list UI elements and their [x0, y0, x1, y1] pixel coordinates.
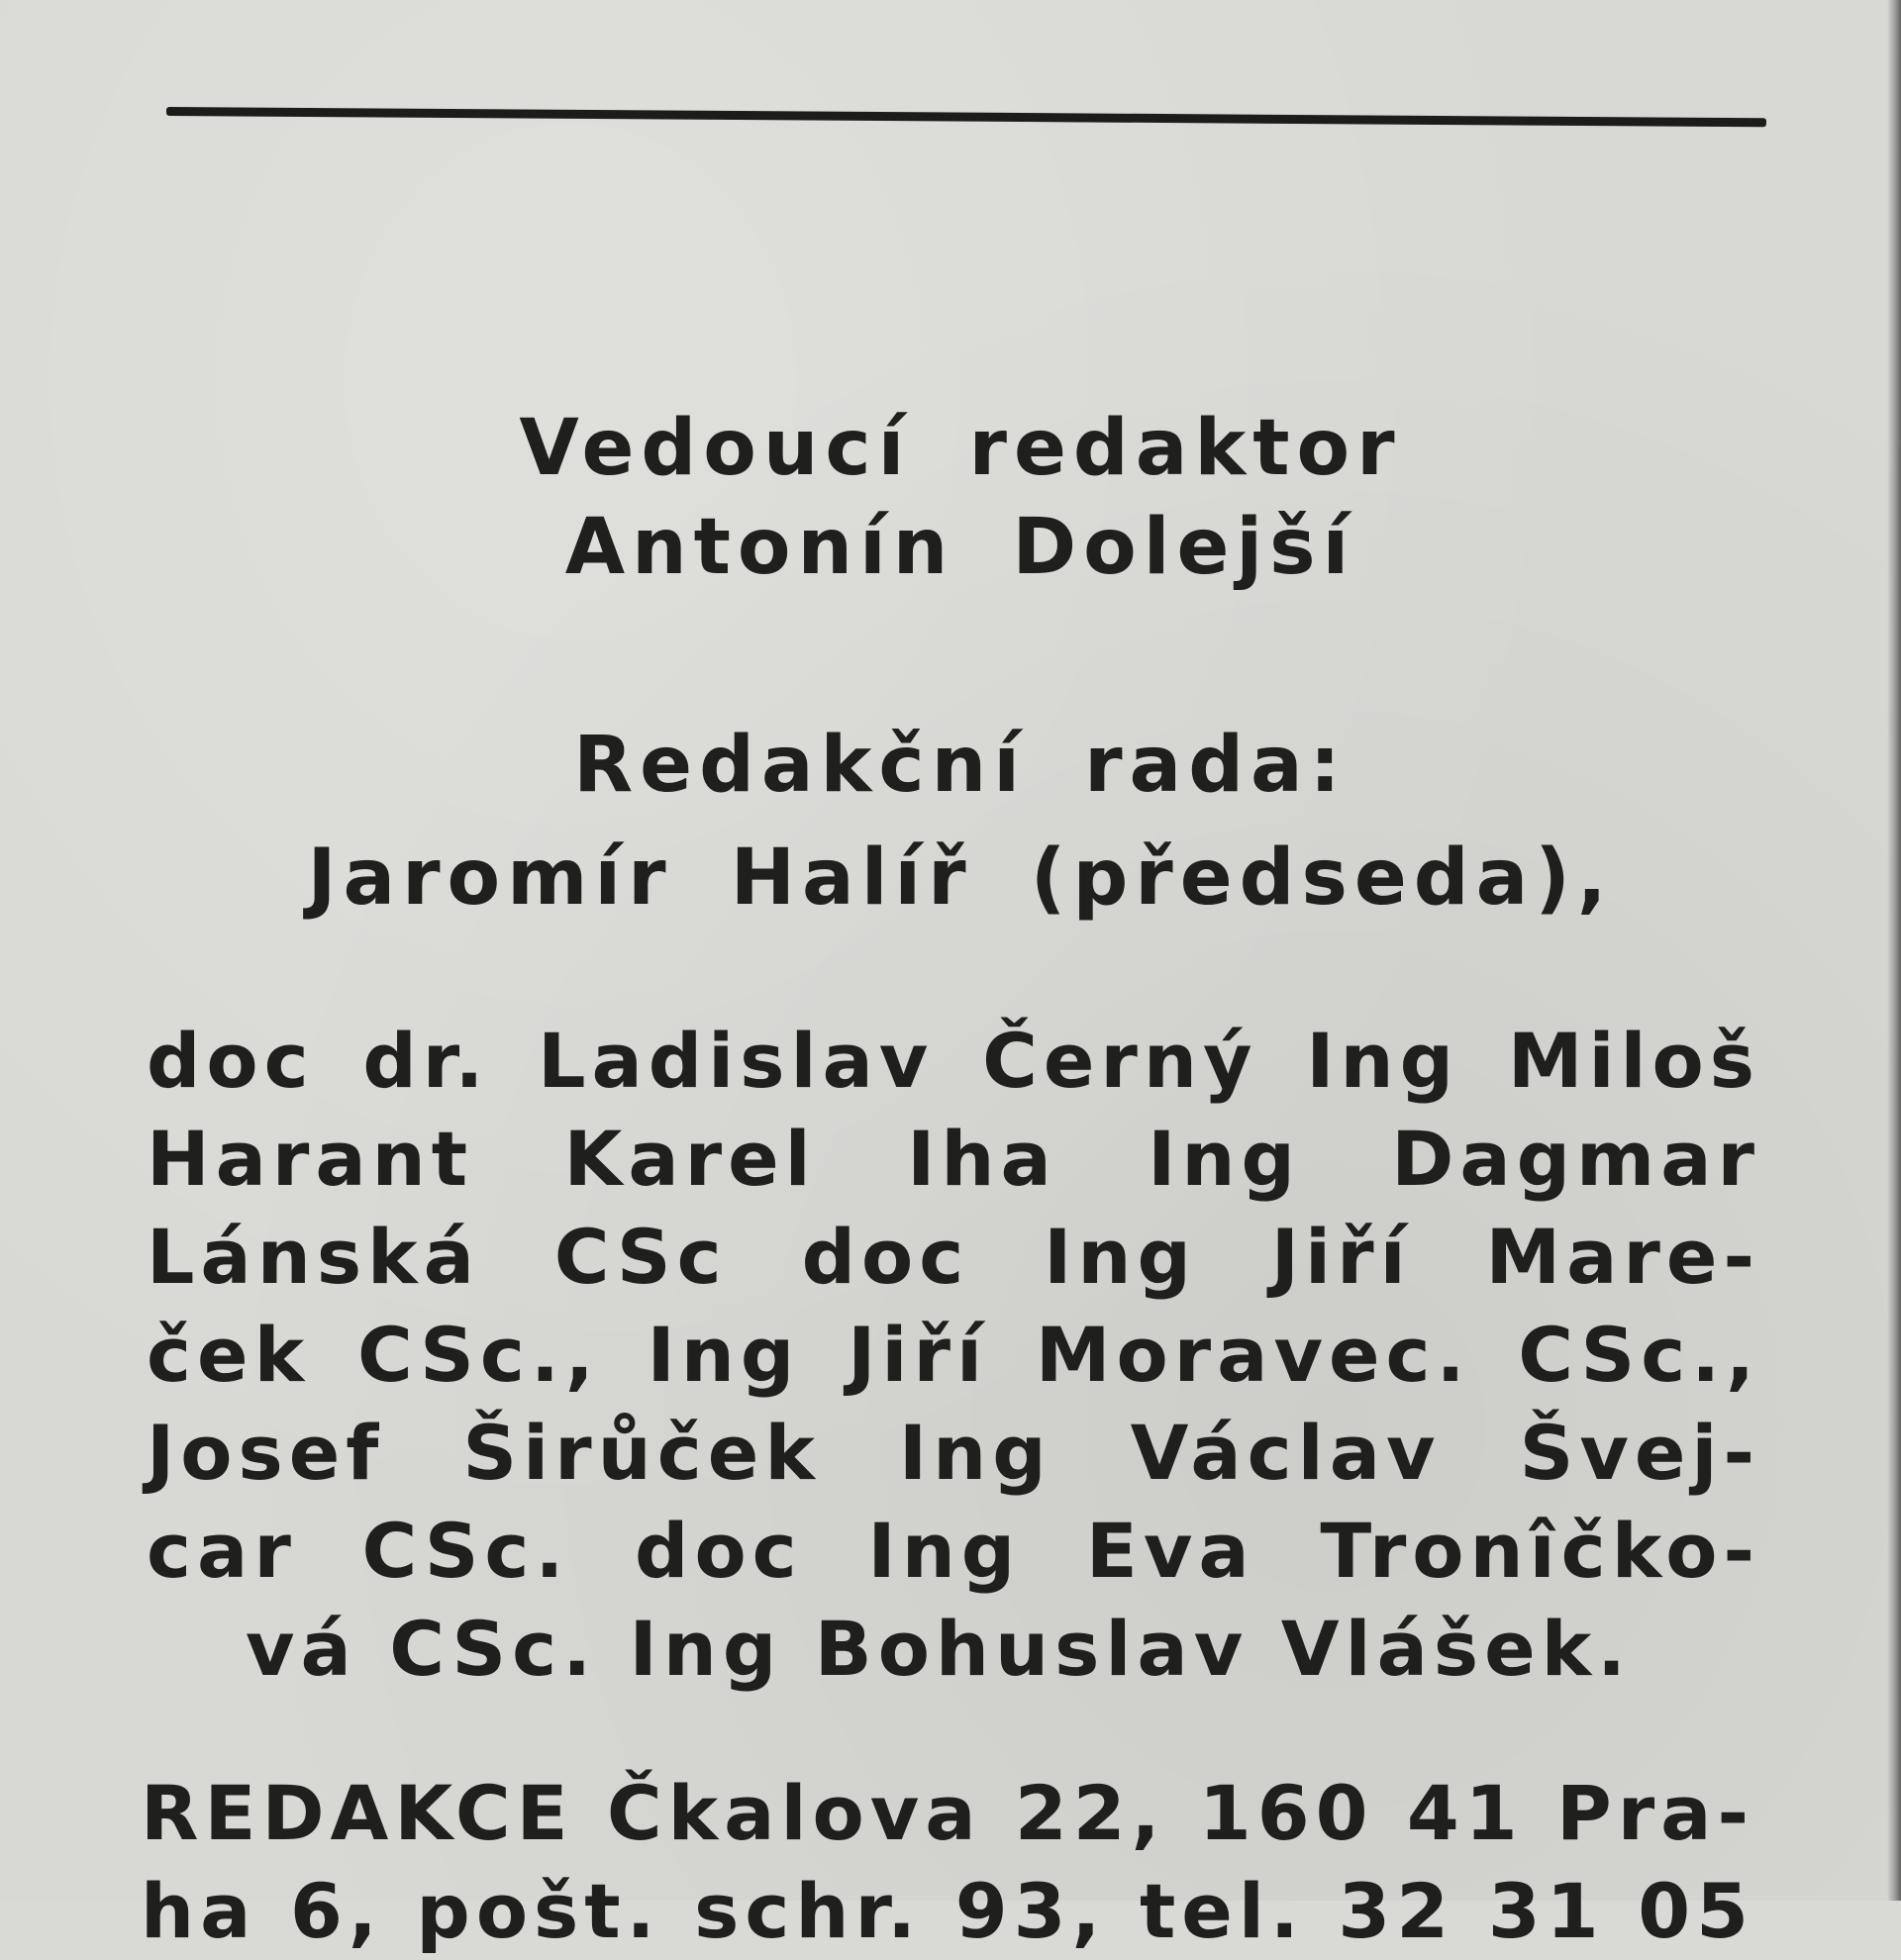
members-line: car CSc. doc Ing Eva Tronîčko-: [147, 1507, 1760, 1595]
editor-name: Antonín Dolejší: [564, 503, 1356, 592]
members-line: doc dr. Ladislav Černý Ing Miloš: [147, 1017, 1760, 1105]
members-line: vá CSc. Ing Bohuslav Vlášek.: [245, 1605, 1633, 1693]
page-edge-shadow: [1887, 0, 1901, 1901]
address-line: REDAKCE Čkalova 22, 160 41 Pra-: [141, 1769, 1754, 1857]
members-line: Harant Karel Iha Ing Dagmar: [147, 1115, 1760, 1203]
editor-title: Vedoucí redaktor: [519, 404, 1402, 493]
editorial-address: [141, 1764, 1754, 1960]
members-line: Josef Širůček Ing Václav Švej-: [147, 1409, 1760, 1497]
board-title: Redakční rada:: [573, 721, 1348, 810]
top-divider-rule: [166, 107, 1766, 127]
board-chair: Jaromír Halíř (předseda),: [307, 833, 1614, 923]
address-line: ha 6, pošt. schr. 93, tel. 32 31 05: [141, 1867, 1754, 1955]
board-members-paragraph: [147, 1012, 1760, 1698]
members-line: Lánská CSc doc Ing Jiří Mare-: [147, 1213, 1760, 1301]
members-line: ček CSc., Ing Jiří Moravec. CSc.,: [147, 1311, 1760, 1399]
